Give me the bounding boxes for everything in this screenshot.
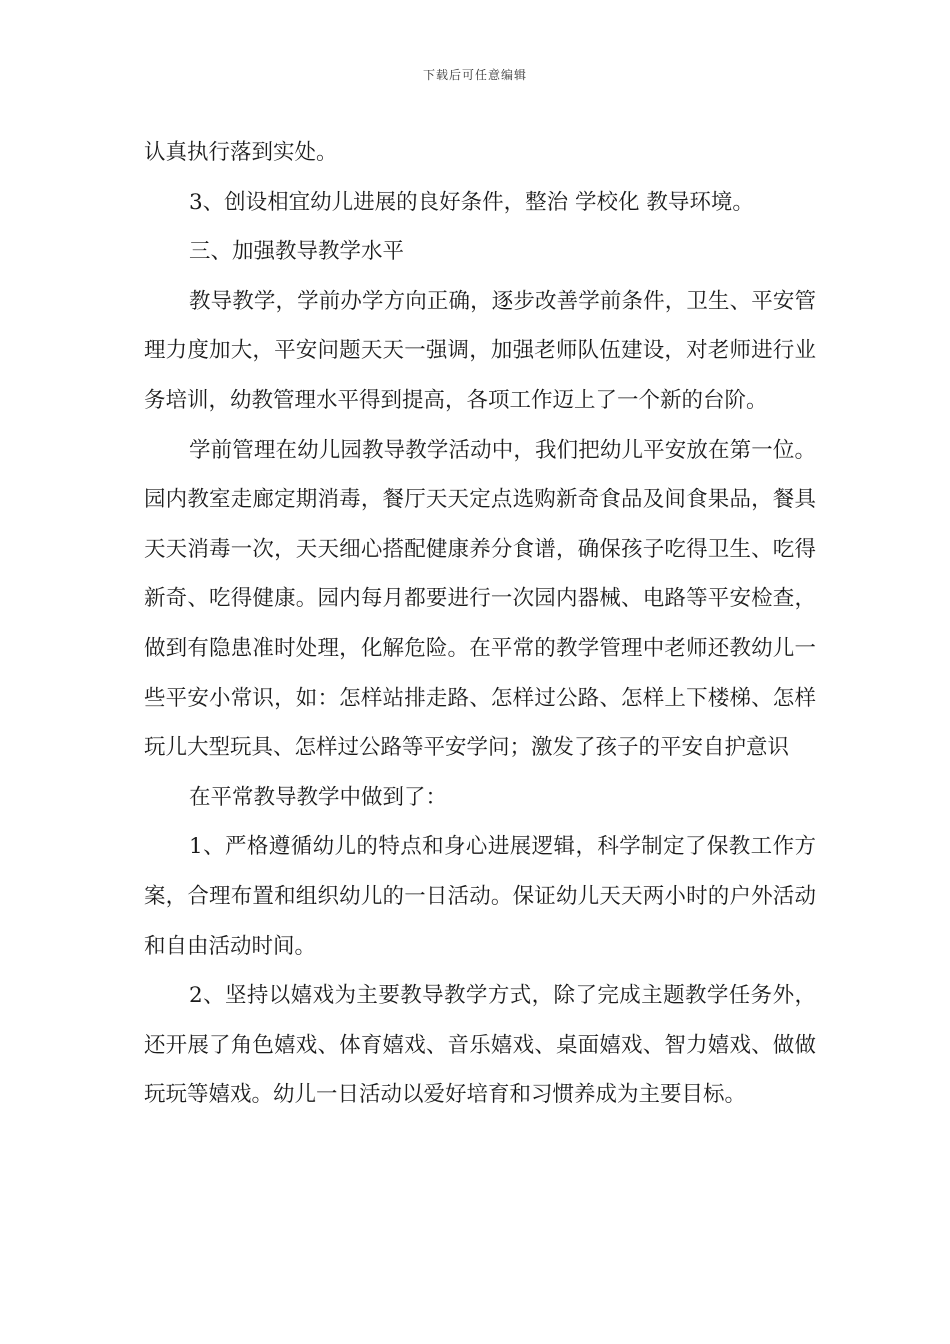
- list-item: 1、严格遵循幼儿的特点和身心进展逻辑，科学制定了保教工作方案，合理布置和组织幼儿的一日活动。保证幼儿天天两小时的户外活动和自由活动时间。: [144, 834, 816, 959]
- list-item: 2、坚持以嬉戏为主要教导教学方式，除了完成主题教学任务外，还开展了角色嬉戏、体育嬉戏、音乐嬉戏、桌面嬉戏、智力嬉戏、做做玩玩等嬉戏。幼儿一日活动以爱好培育和习惯养成为主要目标。: [144, 983, 816, 1108]
- paragraph: 认真执行落到实处。: [144, 140, 338, 165]
- document-body: [144, 128, 816, 1120]
- paragraph: 教导教学，学前办学方向正确，逐步改善学前条件，卫生、平安管理力度加大，平安问题天天一强调，加强老师队伍建设，对老师进行业务培训，幼教管理水平得到提高，各项工作迈上了一个新的台阶。: [144, 288, 816, 413]
- paragraph: 在平常教导教学中做到了：: [189, 784, 448, 810]
- paragraph: 学前管理在幼儿园教导教学活动中，我们把幼儿平安放在第一位。园内教室走廊定期消毒，餐厅天天定点选购新奇食品及间食果品，餐具天天消毒一次，天天细心搭配健康养分食谱，确保孩子吃得卫生、吃得新奇、吃得健康。园内每月都要进行一次园内器械、电路等平安检查，做到有隐患准时处理，化解危险。在平常的教学管理中老师还教幼儿一些平安小常识，如：怎样站排走路、怎样过公路、怎样上下楼梯、怎样玩儿大型玩具、怎样过公路等平安学问；激发了孩子的平安自护意识: [144, 437, 816, 761]
- section-heading: 三、加强教导教学水平: [189, 239, 405, 265]
- page-header: 下载后可任意编辑: [422, 68, 527, 82]
- paragraph: 3、创设相宜幼儿进展的良好条件，整治 学校化 教导环境。: [189, 189, 754, 215]
